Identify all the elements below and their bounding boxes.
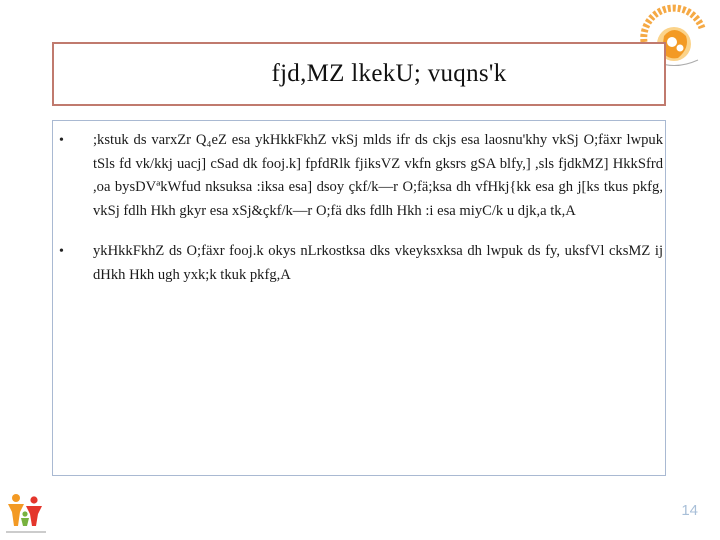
bullet-dot-icon: • bbox=[59, 133, 64, 148]
bullet-text: ykHkkFkhZ ds O;fäxr fooj.k okys nLrkostksa dks vkeyksxksa dh lwpuk ds fy, uksfVl cksMZ ij dHkh Hkh ugh yxk;k tkuk pkfg,A bbox=[93, 243, 663, 283]
bullet-text: ;kstuk ds varxZr Q₄eZ esa ykHkkFkhZ vkSj mlds ifr ds ckjs esa laosnu'khy vkSj O;fäxr lwpuk tSls fd vk/kkj uacj] cSad dk fooj.k] fpfdRlk fjiksVZ vkfn gksrs gSA blfy,] ,sls fjdkMZ] HkkSfrd ,oa bysDVªkWfud nksuksa :iksa esa] dsoy çkf/k—r O;fä;ksa dh vfHkj{kk esa gh j[ks tkus pkfg, vkSj fdlh Hkh gkyr esa xSj&çkf/k—r O;fä dks fdlh Hkh :i esa miyC/k u djk,a tk,A bbox=[93, 132, 663, 219]
family-figures-logo-icon bbox=[2, 490, 50, 538]
bullet-dot-icon: • bbox=[59, 244, 64, 259]
bullet-list bbox=[55, 122, 663, 304]
slide-number: 14 bbox=[681, 502, 698, 519]
title-box bbox=[52, 42, 666, 106]
bullet-item bbox=[55, 240, 663, 287]
bullet-item bbox=[55, 129, 663, 223]
slide-title: fjd,MZ lkek​U; vuqns'k bbox=[271, 60, 507, 87]
